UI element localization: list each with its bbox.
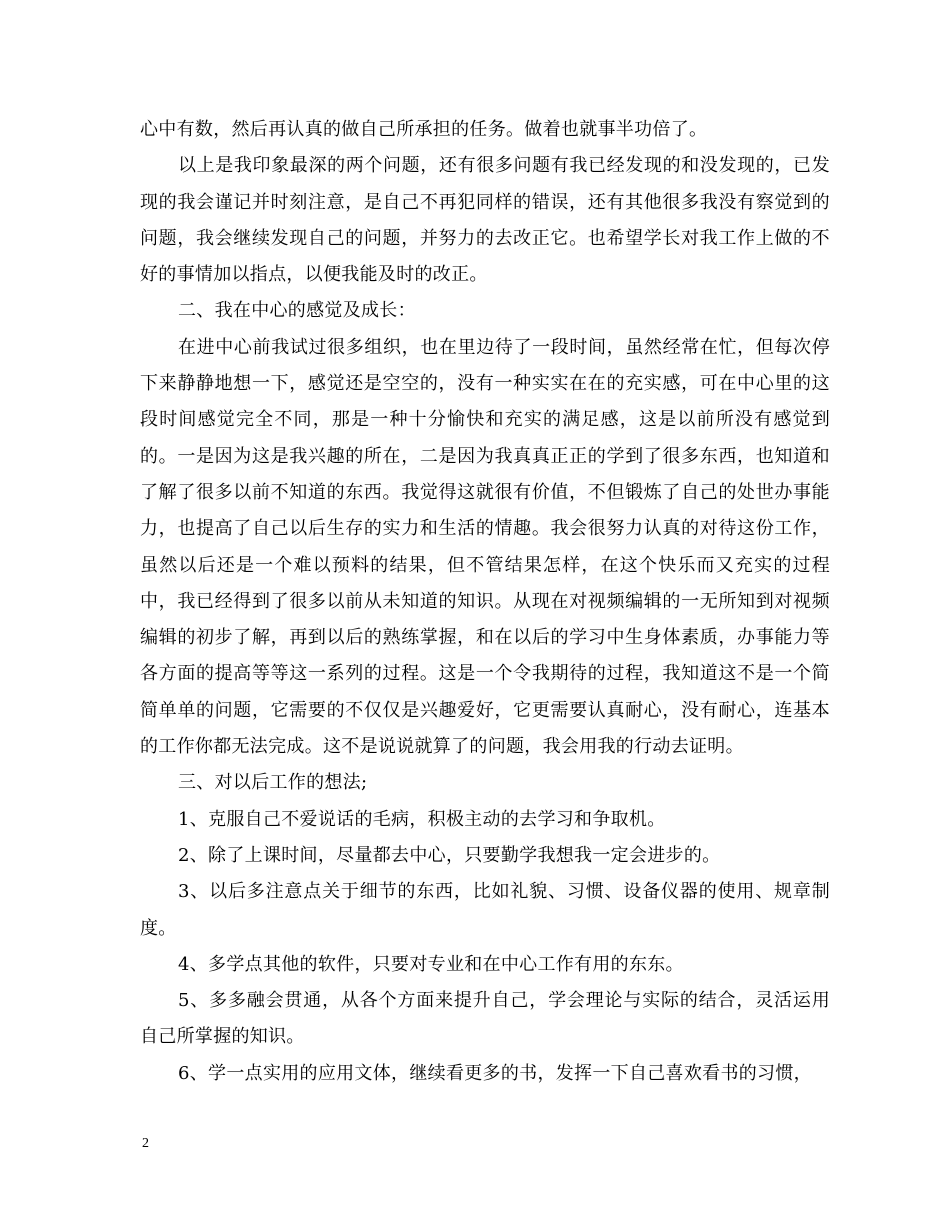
list-item-4: 4、多学点其他的软件，只要对专业和在中心工作有用的东东。: [178, 953, 684, 975]
paragraph-continuation: 心中有数，然后再认真的做自己所承担的任务。做着也就事半功倍了。: [140, 119, 708, 140]
list-item-1: 1、克服自己不爱说话的毛病，积极主动的去学习和争取机。: [178, 808, 666, 830]
document-body: [140, 112, 830, 1092]
list-item-5: 5、多多融会贯通，从各个方面来提升自己，学会理论与实际的结合，灵活运用自己所掌握的知识。: [140, 990, 830, 1048]
section-heading-future-plans: 三、对以后工作的想法;: [178, 772, 368, 794]
list-item-2: 2、除了上课时间，尽量都去中心，只要勤学我想我一定会进步的。: [178, 844, 721, 866]
list-item-3: 3、以后多注意点关于细节的东西，比如礼貌、习惯、设备仪器的使用、规章制度。: [140, 881, 830, 939]
list-item-6: 6、学一点实用的应用文体，继续看更多的书，发挥一下自己喜欢看书的习惯，: [178, 1062, 812, 1084]
section-heading-feelings: 二、我在中心的感觉及成长：: [178, 300, 416, 322]
page-number: 2: [142, 1136, 149, 1151]
paragraph-feelings-growth: 在进中心前我试过很多组织，也在里边待了一段时间，虽然经常在忙，但每次停下来静静地想一下，感觉还是空空的，没有一种实实在在的充实感，可在中心里的这段时间感觉完全不同，那是一种十分愉快和充实的满足感，这是以前所没有感觉到的。一是因为这是我兴趣的所在，二是因为我真真正正的学到了很多东西，也知道和了解了很多以前不知道的东西。我觉得这就很有价值，不但锻炼了自己的处世办事能力，也提高了自己以后生存的实力和生活的情趣。我会很努力认真的对待这份工作，虽然以后还是一个难以预料的结果，但不管结果怎样，在这个快乐而又充实的过程中，我已经得到了很多以前从未知道的知识。从现在对视频编辑的一无所知到对视频编辑的初步了解，再到以后的熟练掌握，和在以后的学习中生身体素质，办事能力等各方面的提高等等这一系列的过程。这是一个令我期待的过程，我知道这不是一个简简单单的问题，它需要的不仅仅是兴趣爱好，它更需要认真耐心，没有耐心，连基本的工作你都无法完成。这不是说说就算了的问题，我会用我的行动去证明。: [140, 336, 830, 758]
paragraph-problems-summary: 以上是我印象最深的两个问题，还有很多问题有我已经发现的和没发现的，已发现的我会谨记并时刻注意，是自己不再犯同样的错误，还有其他很多我没有察觉到的问题，我会继续发现自己的问题，并努力的去改正它。也希望学长对我工作上做的不好的事情加以指点，以便我能及时的改正。: [140, 155, 830, 286]
